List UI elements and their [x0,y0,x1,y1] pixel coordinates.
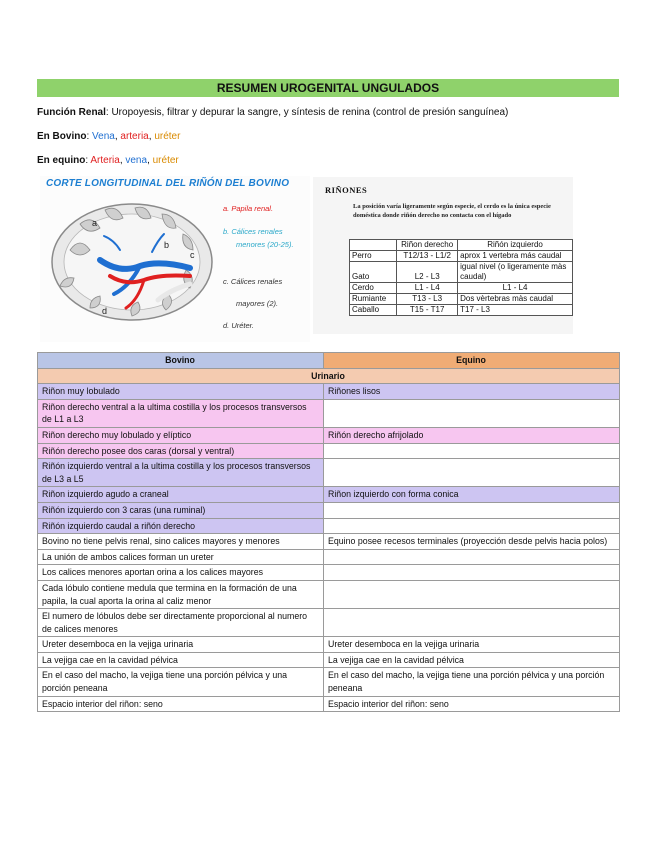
comparison-row [38,384,620,400]
bovino-cell: Riñon derecho ventral a la ultima costilla y los procesos transversos de L1 a L3 [38,399,324,427]
kp-species: Caballo [350,305,397,316]
equino-sep-2: , [147,155,153,166]
bovino-cell: El numero de lóbulos debe ser directamente proporcional al numero de calices menores [38,609,324,637]
kp-header-cell: Riñón izquierdo [458,240,573,251]
kp-right: T13 - L3 [397,294,458,305]
equino-cell: Riñón derecho afrijolado [324,427,620,443]
funcion-renal-label: Función Renal [37,107,106,118]
comparison-row [38,534,620,550]
equino-cell [324,609,620,637]
comparison-table [37,352,620,712]
bovino-sep-2: , [148,131,155,142]
bovino-cell: Espacio interior del riñon: seno [38,696,324,712]
equino-label: En equino [37,155,86,166]
equino-ureter: uréter [152,155,179,166]
label-c: c [190,250,195,260]
section-row [38,368,620,384]
label-b: b [164,240,170,250]
bovino-arteria: arteria [120,131,149,142]
kp-right: T12/13 - L1/2 [397,251,458,262]
equino-cell [324,459,620,487]
equino-vena: vena [125,155,148,166]
kp-left: aprox 1 vertebra más caudal [458,251,573,262]
comparison-row [38,459,620,487]
comparison-row [38,427,620,443]
bovino-ureter: uréter [154,131,181,142]
kidney-position-row [350,305,573,316]
equino-cell: La vejiga cae en la cavidad pélvica [324,652,620,668]
label-d: d [102,306,108,316]
bovino-line [37,130,180,143]
bovino-cell: Riñón izquierdo con 3 caras (una ruminal) [38,502,324,518]
comparison-row [38,609,620,637]
equino-sep-1: , [119,155,126,166]
legend-d: d. Uréter. [223,321,254,330]
legend-c1: c. Cálices renales [223,277,283,286]
bovino-cell: En el caso del macho, la vejiga tiene una porción pélvica y una porción peneana [38,668,324,696]
comparison-row [38,443,620,459]
comparison-row [38,580,620,608]
kp-right: T15 - T17 [397,305,458,316]
equino-cell [324,399,620,427]
bovino-cell: Riñón derecho posee dos caras (dorsal y ventral) [38,443,324,459]
bovino-label: En Bovino [37,131,87,142]
comparison-row [38,549,620,565]
equino-cell [324,565,620,581]
figure-note: La posición varía ligeramente según especie, el cerdo es la única especie doméstica donde riñón derecho no contacta con el hígado [353,203,551,219]
funcion-renal-line [37,106,508,119]
kidney-section-figure [40,176,310,342]
bovino-cell: Riñon derecho muy lobulado y elíptico [38,427,324,443]
bovino-cell: Riñón izquierdo ventral a la ultima costilla y los procesos transversos de L3 a L5 [38,459,324,487]
kp-species: Rumiante [350,294,397,305]
equino-cell [324,502,620,518]
legend-b1: b. Cálices renales [223,227,283,236]
figure-heading: RIÑONES [325,185,368,195]
kp-header-cell: Riñon derecho [397,240,458,251]
kp-left: T17 - L3 [458,305,573,316]
comparison-row [38,652,620,668]
equino-cell: Equino posee recesos terminales (proyección desde pelvis hacia polos) [324,534,620,550]
comparison-row [38,487,620,503]
bovino-sep-1: , [114,131,121,142]
comparison-row [38,565,620,581]
bovino-cell: Los calices menores aportan orina a los calices mayores [38,565,324,581]
kidney-position-row [350,251,573,262]
equino-cell [324,549,620,565]
equino-colon: : [85,155,91,166]
section-urinario: Urinario [38,368,620,384]
kidney-position-row [350,294,573,305]
kidney-position-figure [313,177,573,334]
comparison-body [38,384,620,712]
bovino-cell: Cada lóbulo contiene medula que termina en la formación de una papila, la cual aporta la orina al caliz menor [38,580,324,608]
bovino-cell: La unión de ambos calices forman un ureter [38,549,324,565]
header-bovino: Bovino [38,353,324,369]
comparison-row [38,696,620,712]
equino-cell: Riñon izquierdo con forma conica [324,487,620,503]
kp-header-cell [350,240,397,251]
comparison-header-row [38,353,620,369]
bovino-vena: Vena [92,131,115,142]
page-title: RESUMEN UROGENITAL UNGULADOS [37,79,619,97]
bovino-cell: Riñon muy lobulado [38,384,324,400]
comparison-row [38,668,620,696]
kidney-position-table [349,239,573,316]
equino-cell: En el caso del macho, la vejiga tiene una porción pélvica y una porción peneana [324,668,620,696]
kp-left: Dos vèrtebras màs caudal [458,294,573,305]
kidney-illustration [40,190,215,340]
equino-cell: Ureter desemboca en la vejiga urinaria [324,637,620,653]
kp-species: Gato [350,262,397,283]
equino-cell: Espacio interior del riñon: seno [324,696,620,712]
kidney-position-row [350,262,573,283]
bovino-colon: : [86,131,93,142]
equino-cell [324,443,620,459]
bovino-cell: Bovino no tiene pelvis renal, sino calices mayores y menores [38,534,324,550]
legend-a: a. Papila renal. [223,204,274,213]
kp-species: Perro [350,251,397,262]
header-equino: Equino [324,353,620,369]
equino-cell: Riñones lisos [324,384,620,400]
equino-cell [324,518,620,534]
equino-arteria: Arteria [90,155,120,166]
label-a: a [92,218,98,228]
kidney-position-header [350,240,573,251]
comparison-row [38,502,620,518]
bovino-cell: Riñon izquierdo agudo a craneal [38,487,324,503]
equino-cell [324,580,620,608]
legend-c2: mayores (2). [236,299,279,308]
kidney-position-row [350,283,573,294]
comparison-row [38,637,620,653]
kp-left: L1 - L4 [458,283,573,294]
kp-right: L2 - L3 [397,262,458,283]
equino-line [37,154,179,167]
kp-left: igual nivel (o ligeramente màs caudal) [458,262,573,283]
legend-b2: menores (20-25). [236,240,294,249]
comparison-row [38,399,620,427]
figure-title: CORTE LONGITUDINAL DEL RIÑÓN DEL BOVINO [46,178,290,189]
bovino-cell: Riñón izquierdo caudal a riñón derecho [38,518,324,534]
bovino-cell: La vejiga cae en la cavidad pélvica [38,652,324,668]
funcion-renal-text: : Uropoyesis, filtrar y depurar la sangre, y síntesis de renina (control de presión sanguínea) [105,107,509,118]
bovino-cell: Ureter desemboca en la vejiga urinaria [38,637,324,653]
kp-species: Cerdo [350,283,397,294]
kp-right: L1 - L4 [397,283,458,294]
comparison-row [38,518,620,534]
